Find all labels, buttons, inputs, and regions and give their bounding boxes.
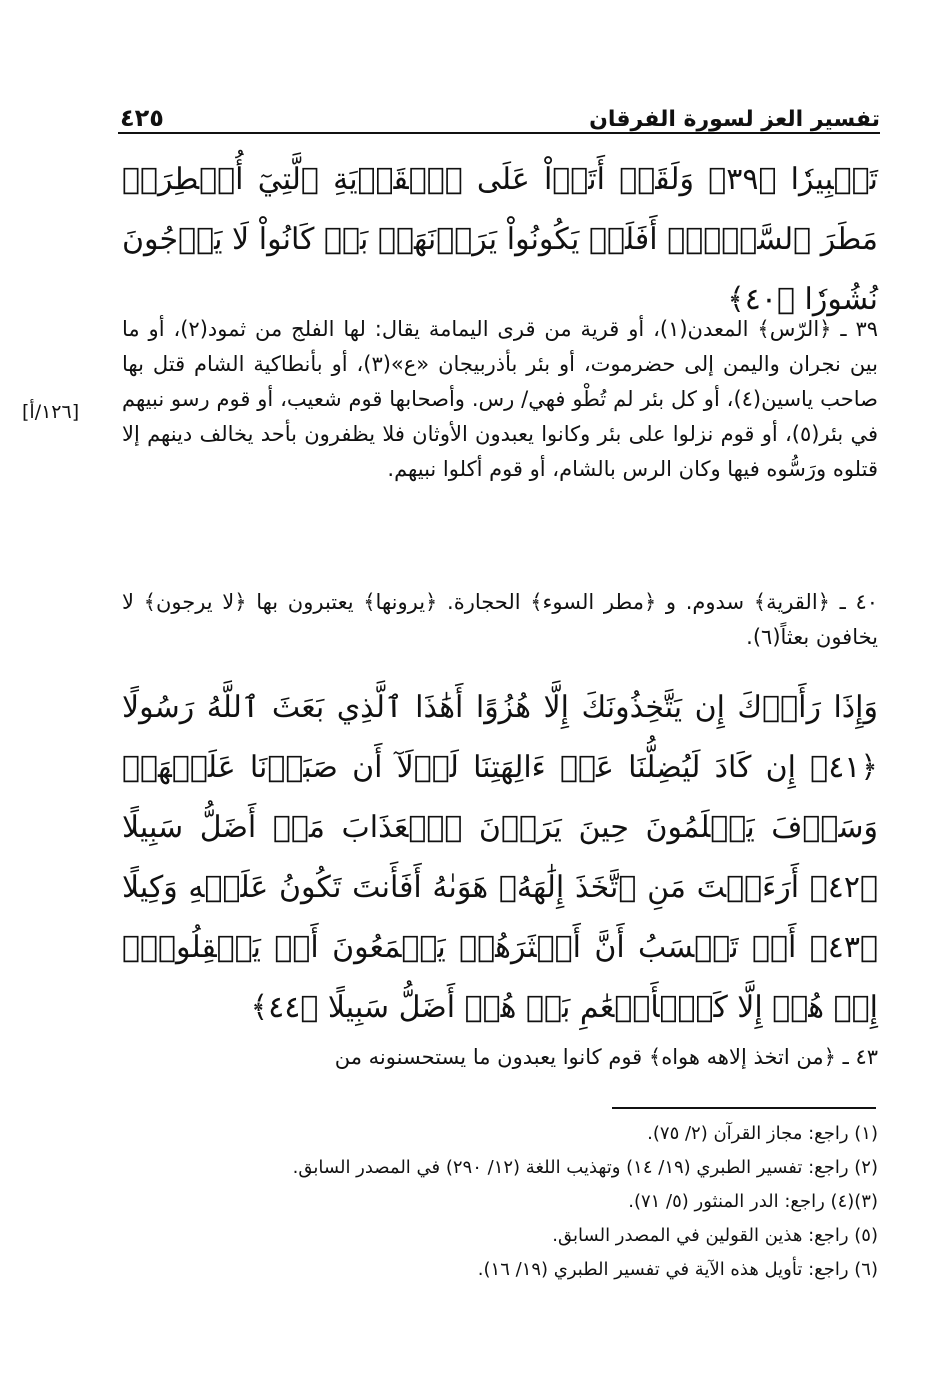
- quran-text: وَإِذَا رَأَوۡكَ إِن يَتَّخِذُونَكَ إِلَّا هُزُوًا أَهَٰذَا ٱلَّذِي بَعَثَ ٱللَّهُ رَسُولًا ﴿٤١﴾ إِن كَادَ لَيُضِلُّنَا عَنۡ ءَالِهَتِنَا لَوۡلَآ أَن صَبَرۡنَا عَلَيۡهَاۚ وَسَوۡفَ يَعۡلَمُونَ حِينَ يَرَوۡنَ ٱلۡعَذَابَ مَنۡ أَضَلُّ سَبِيلًا ﴿٤٢﴾ أَرَءَيۡتَ مَنِ ٱتَّخَذَ إِلَٰهَهُۥ هَوَىٰهُ أَفَأَنتَ تَكُونُ عَلَيۡهِ وَكِيلًا ﴿٤٣﴾ أَمۡ تَحۡسَبُ أَنَّ أَكۡثَرَهُمۡ يَسۡمَعُونَ أَوۡ يَعۡقِلُونَۚ إِنۡ هُمۡ إِلَّا كَٱلۡأَنۡعَٰمِ بَلۡ هُمۡ أَضَلُّ سَبِيلًا ﴿٤٤﴾: [122, 690, 878, 1025]
- commentary-verse-39: [122, 312, 878, 487]
- quran-text: تَنۡبِيرٗا ﴿٣٩﴾ وَلَقَدۡ أَتَوۡاْ عَلَى ٱلۡقَرۡيَةِ ٱلَّتِيٓ أُمۡطِرَتۡ مَطَرَ ٱلسَّوۡءِۚ أَفَلَمۡ يَكُونُواْ يَرَوۡنَهَاۚ بَلۡ كَانُواْ لَا يَرۡجُونَ نُشُورٗا ﴿٤٠﴾: [122, 162, 879, 317]
- margin-manuscript-reference: [١٢٦/أ]: [22, 401, 80, 423]
- footnote-2: (٢) راجع: تفسير الطبري (١٩/ ١٤) وتهذيب اللغة (١٢/ ٢٩٠) في المصدر السابق.: [292, 1157, 878, 1178]
- quran-verses-41-44: [122, 678, 878, 1038]
- footnote-5: (٥) راجع: هذين القولين في المصدر السابق.: [552, 1225, 878, 1246]
- commentary-verse-43: [122, 1040, 878, 1075]
- header-title: تفسير العز لسورة الفرقان: [589, 107, 880, 132]
- commentary-text: ٤٠ ـ ﴿القرية﴾ سدوم. و ﴿مطر السوء﴾ الحجارة. ﴿يرونها﴾ يعتبرون بها ﴿لا يرجون﴾ لا يخافون بعثاً(٦).: [122, 590, 878, 649]
- commentary-text: ٤٣ ـ ﴿من اتخذ إلاهه هواه﴾ قوم كانوا يعبدون ما يستحسنونه من: [334, 1045, 878, 1069]
- running-header: [120, 92, 880, 132]
- footnotes: [122, 1117, 878, 1287]
- footnote-1: (١) راجع: مجاز القرآن (٢/ ٧٥).: [647, 1123, 878, 1144]
- page-number: ٤٢٥: [120, 104, 164, 132]
- commentary-verse-40: [122, 585, 878, 655]
- footnote-rule: [612, 1107, 876, 1109]
- commentary-text: ٣٩ ـ ﴿الرّس﴾ المعدن(١)، أو قرية من قرى اليمامة يقال: لها الفلج من ثمود(٢)، أو ما بين نجران واليمن إلى حضرموت، أو بئر بأذربيجان «ع»(٣)، أو بأنطاكية الشام قتل بها صاحب ياسين(٤)، أو كل بئر لم تُطْو فهي/ رس. وأصحابها قوم شعيب، أو قوم رسو نبيهم في بئر(٥)، أو قوم نزلوا على بئر وكانوا يعبدون الأوثان فلا يظفرون بأحد يخالف دينهم إلا قتلوه ورَسُّوه فيها وكان الرس بالشام، أو قوم أكلوا نبيهم.: [122, 317, 878, 481]
- header-rule: [118, 132, 880, 134]
- footnote-3-4: (٣)(٤) راجع: الدر المنثور (٥/ ٧١).: [628, 1191, 878, 1212]
- quran-verses-39-40: [122, 150, 878, 330]
- footnote-6: (٦) راجع: تأويل هذه الآية في تفسير الطبري (١٩/ ١٦).: [477, 1259, 878, 1280]
